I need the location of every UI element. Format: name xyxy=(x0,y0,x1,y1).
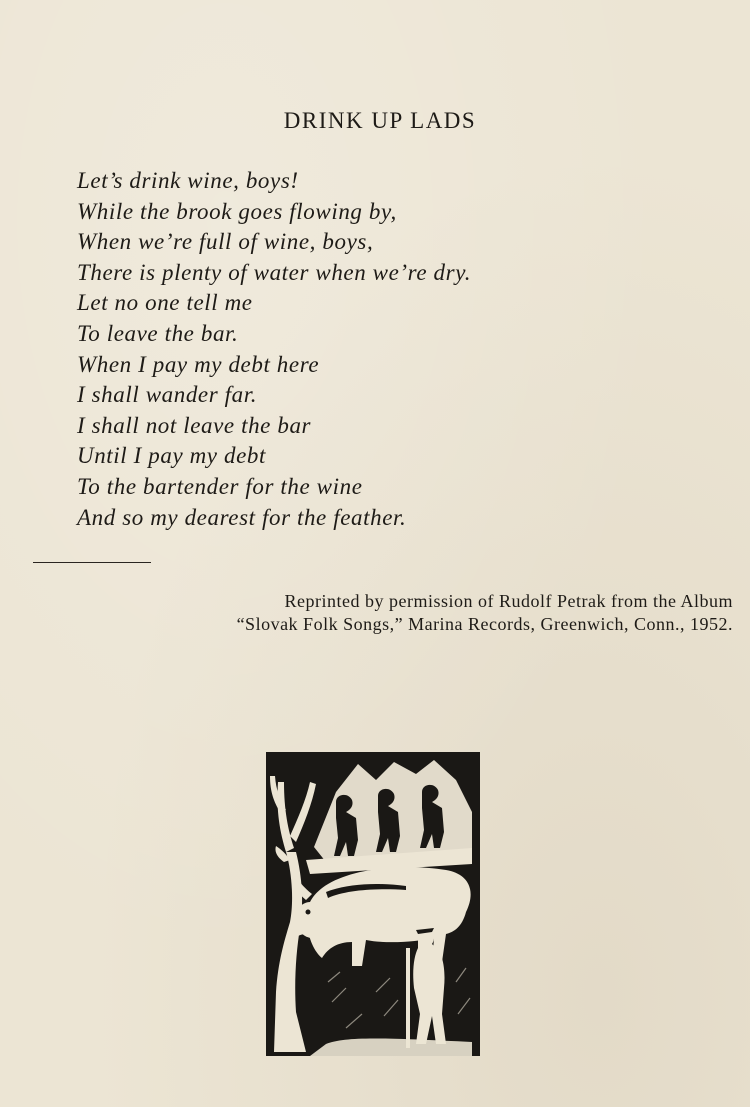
poem-line: I shall not leave the bar xyxy=(77,412,312,438)
woodcut-illustration-icon xyxy=(266,752,480,1056)
poem-line: I shall wander far. xyxy=(77,382,258,408)
poem-line: There is plenty of water when we’re dry. xyxy=(77,259,472,285)
credit-line: “Slovak Folk Songs,” Marina Records, Greenwich, Conn., 1952. xyxy=(236,613,733,634)
poem-line: When I pay my debt here xyxy=(77,351,320,377)
poem-line: Let no one tell me xyxy=(77,290,253,316)
poem-line: To the bartender for the wine xyxy=(77,473,363,499)
poem-body xyxy=(77,166,471,533)
poem-line: And so my dearest for the feather. xyxy=(77,504,407,530)
credit-line: Reprinted by permission of Rudolf Petrak from the Album xyxy=(284,591,733,611)
poem-line: While the brook goes flowing by, xyxy=(77,198,397,224)
permission-credit xyxy=(33,590,733,635)
poem-title: DRINK UP LADS xyxy=(283,108,477,133)
footnote-divider xyxy=(33,562,151,563)
poem-line: Until I pay my debt xyxy=(77,443,266,469)
poem-line: To leave the bar. xyxy=(77,320,239,346)
poem-line: Let’s drink wine, boys! xyxy=(77,168,299,193)
poem-line: When we’re full of wine, boys, xyxy=(77,229,374,255)
